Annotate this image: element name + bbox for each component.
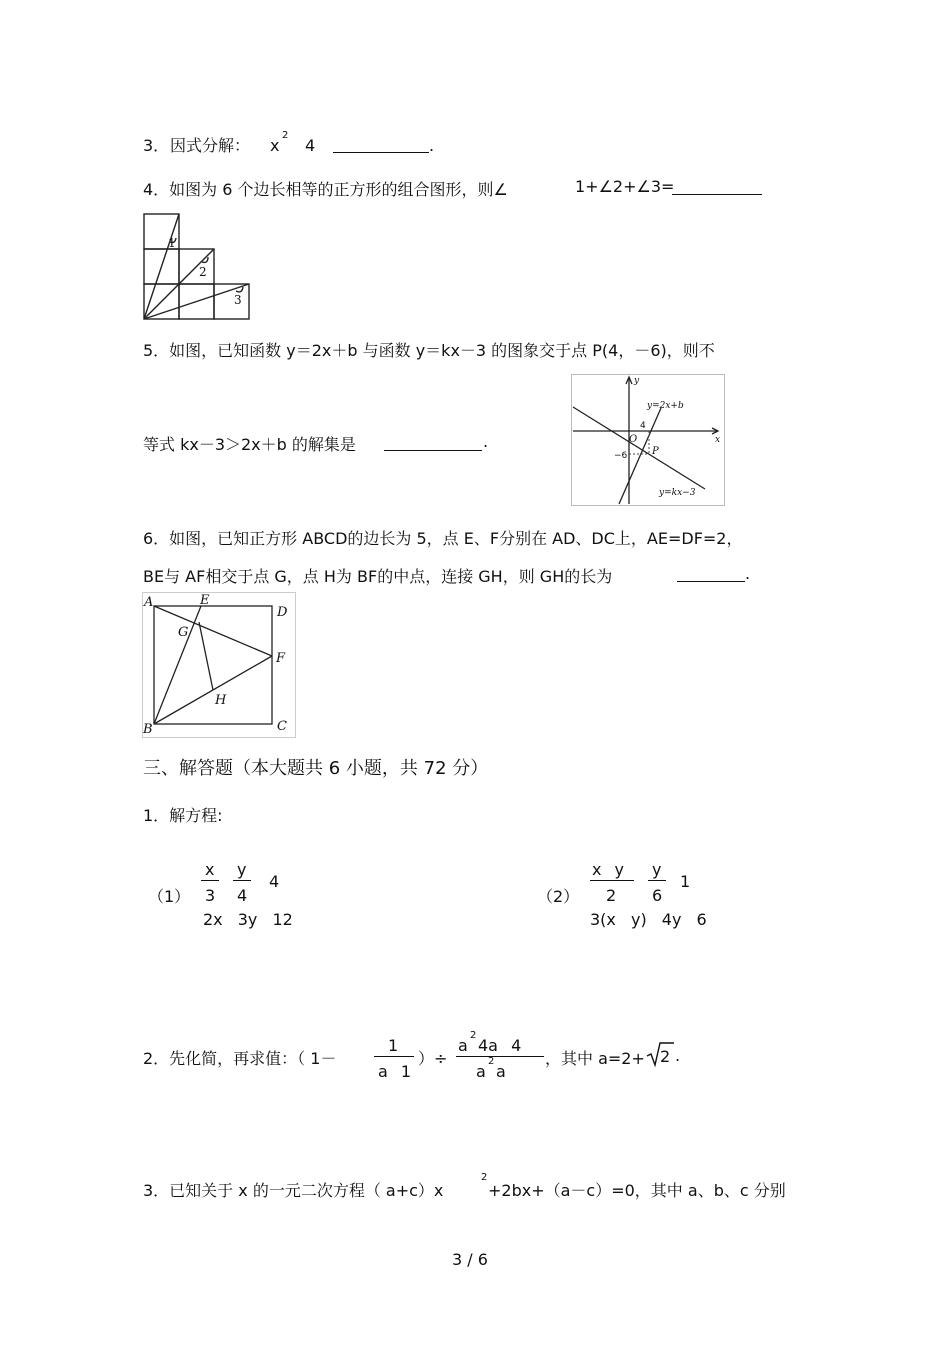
p1-part1-den-a: 3 bbox=[205, 886, 216, 905]
p1-part2-den-a: 2 bbox=[606, 886, 617, 905]
p1-part2-label: （2） bbox=[537, 887, 580, 906]
q4-answer-blank bbox=[672, 194, 762, 195]
p1-part1-frac-a-line bbox=[201, 880, 219, 881]
q5-y-axis-label: y bbox=[634, 376, 640, 386]
q3-label: 因式分解： bbox=[170, 136, 251, 155]
p2-f2-den-rest: a bbox=[496, 1062, 506, 1081]
q6-label-f: F bbox=[276, 651, 286, 666]
page-number: 3 / 6 bbox=[452, 1250, 488, 1269]
q4-angle-2-label: 2 bbox=[199, 265, 207, 279]
q5-tick-y-label: −6 bbox=[614, 451, 628, 461]
p1-part1-label: （1） bbox=[148, 887, 191, 906]
q3-number: 3． bbox=[143, 136, 170, 155]
q5-line1-label: y=2x+b bbox=[647, 401, 684, 411]
q4-expr: 1+∠2+∠3= bbox=[575, 177, 675, 196]
q3-answer-blank bbox=[333, 152, 429, 153]
p3-post: +2bx+（a－c）=0，其中 a、b、c 分别 bbox=[488, 1181, 786, 1200]
p1-part1-den-b: 4 bbox=[237, 886, 248, 905]
p1-part2-num-b: y bbox=[652, 860, 662, 879]
p1-part2-rhs: 1 bbox=[680, 872, 691, 891]
p1-part2-den-b: 6 bbox=[652, 886, 663, 905]
q5-tick-x-label: 4 bbox=[640, 421, 646, 431]
q3-base: x bbox=[270, 136, 280, 155]
q6-end: . bbox=[745, 564, 751, 583]
q6-label-a: A bbox=[144, 595, 154, 610]
q6-label-e: E bbox=[200, 593, 210, 608]
p1-part2-frac-b-line bbox=[648, 880, 666, 881]
p2-f2-den-a: a bbox=[476, 1062, 486, 1081]
q5-line1: 5．如图，已知函数 y＝2x＋b 与函数 y＝kx－3 的图象交于点 P(4，－6)，则不 bbox=[143, 341, 715, 360]
p1-part1-eq2: 2x 3y 12 bbox=[203, 910, 293, 929]
q4-angle-3-label: 3 bbox=[234, 293, 242, 307]
q5-point-p-label: P bbox=[652, 446, 659, 457]
p1-part1-frac-b-line bbox=[233, 880, 251, 881]
p2-prefix: 2．先化简，再求值：（ 1－ bbox=[143, 1049, 337, 1068]
q3-end: . bbox=[429, 136, 435, 155]
p2-f1-line bbox=[374, 1056, 414, 1057]
q6-label-c: C bbox=[277, 719, 287, 734]
q4-angle-1-label: 1 bbox=[168, 236, 176, 250]
p3-exp: 2 bbox=[481, 1172, 488, 1183]
q4-text: 4．如图为 6 个边长相等的正方形的组合图形，则∠ bbox=[143, 180, 508, 199]
section3-title: 三、解答题（本大题共 6 小题，共 72 分） bbox=[143, 758, 489, 779]
q6-square-figure bbox=[142, 592, 296, 738]
q6-label-h: H bbox=[215, 693, 227, 708]
q6-label-d: D bbox=[277, 605, 288, 620]
p1-part1-num-b: y bbox=[237, 860, 247, 879]
p2-f2-num-exp: 2 bbox=[470, 1030, 477, 1041]
q6-label-g: G bbox=[178, 625, 189, 640]
q4-squares-figure bbox=[142, 212, 252, 324]
p2-f2-den-exp: 2 bbox=[488, 1056, 495, 1067]
p1-title: 1．解方程: bbox=[143, 806, 223, 825]
p1-part2-frac-a-line bbox=[590, 880, 634, 881]
q3-const: 4 bbox=[305, 136, 316, 155]
q5-function-graph bbox=[571, 374, 725, 506]
q6-answer-blank bbox=[677, 581, 745, 582]
q6-label-b: B bbox=[143, 722, 153, 737]
p2-suffix: ，其中 a=2+ bbox=[545, 1049, 645, 1068]
p2-f1-den: a 1 bbox=[378, 1062, 412, 1081]
q5-answer-blank bbox=[384, 450, 482, 451]
q6-line2: BE与 AF相交于点 G，点 H为 BF的中点，连接 GH，则 GH的长为 bbox=[143, 567, 613, 586]
q3-exp: 2 bbox=[282, 130, 289, 141]
p2-end: . bbox=[675, 1046, 681, 1065]
p1-part1-rhs: 4 bbox=[269, 872, 280, 891]
q5-end: . bbox=[483, 432, 489, 451]
q5-line2: 等式 kx－3＞2x＋b 的解集是 bbox=[143, 435, 356, 454]
q5-origin-label: O bbox=[629, 434, 638, 445]
p1-part2-eq2: 3(x y) 4y 6 bbox=[590, 910, 707, 929]
p1-part2-num-a: x y bbox=[592, 860, 625, 879]
p2-f2-num-a: a bbox=[458, 1036, 468, 1055]
q6-line1: 6．如图，已知正方形 ABCD的边长为 5，点 E、F分别在 AD、DC上，AE=DF=2， bbox=[143, 529, 743, 548]
q5-line2-label: y=kx−3 bbox=[659, 488, 696, 498]
p2-f1-num: 1 bbox=[388, 1036, 399, 1055]
p1-part1-num-a: x bbox=[205, 860, 215, 879]
p2-f2-num-rest: 4a 4 bbox=[478, 1036, 522, 1055]
p2-sqrt-arg: 2 bbox=[660, 1047, 671, 1066]
p3-pre: 3．已知关于 x 的一元二次方程（ a+c）x bbox=[143, 1181, 444, 1200]
q5-x-axis-label: x bbox=[715, 435, 721, 445]
p2-f2-line bbox=[456, 1056, 544, 1057]
p2-div: ）÷ bbox=[418, 1049, 448, 1068]
